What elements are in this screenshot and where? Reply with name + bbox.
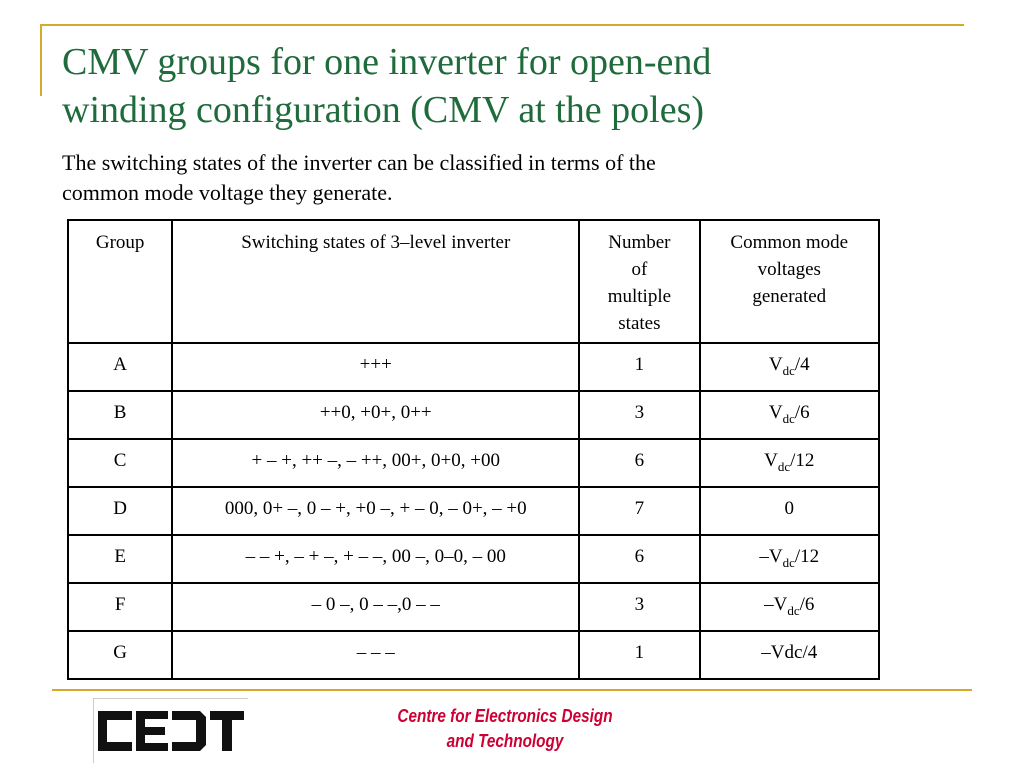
cell-states: – 0 –, 0 – –,0 – – — [172, 583, 579, 631]
slide-title — [62, 38, 982, 134]
cmv-main: –Vdc/4 — [761, 642, 818, 663]
cell-group: A — [68, 343, 172, 391]
cmv-main: V — [768, 402, 783, 423]
cell-states: – – +, – + –, + – –, 00 –, 0–0, – 00 — [172, 535, 579, 583]
cell-count: 3 — [579, 583, 699, 631]
intro-paragraph — [62, 148, 962, 208]
cell-group: C — [68, 439, 172, 487]
cell-cmv — [700, 535, 879, 583]
table-row — [68, 583, 879, 631]
cedt-logo-icon — [94, 699, 248, 763]
cell-count: 1 — [579, 631, 699, 679]
cell-group: B — [68, 391, 172, 439]
table-row — [68, 391, 879, 439]
table-row — [68, 487, 879, 535]
header-common-mode-voltage — [700, 220, 879, 343]
header-number-of-states — [579, 220, 699, 343]
table-row — [68, 535, 879, 583]
table-row — [68, 343, 879, 391]
cell-cmv — [700, 391, 879, 439]
title-line-2: winding configuration (CMV at the poles) — [62, 89, 705, 131]
header-cmv-line: generated — [752, 286, 827, 307]
table-header-row — [68, 220, 879, 343]
org-line-1: Centre for Electronics Design — [397, 706, 613, 726]
header-switching-states: Switching states of 3–level inverter — [172, 220, 579, 343]
header-group: Group — [68, 220, 172, 343]
cell-states: 000, 0+ –, 0 – +, +0 –, + – 0, – 0+, – +0 — [172, 487, 579, 535]
cmv-main: V — [768, 354, 783, 375]
table-row — [68, 439, 879, 487]
cmv-subscript: dc — [782, 362, 795, 378]
cmv-suffix: /6 — [794, 402, 810, 423]
cell-cmv — [700, 439, 879, 487]
cmv-subscript: dc — [782, 410, 795, 426]
cmv-main: –V — [759, 546, 783, 567]
cmv-main: 0 — [784, 498, 795, 519]
cell-cmv — [700, 583, 879, 631]
cmv-suffix: /12 — [790, 450, 815, 471]
cell-states: – – – — [172, 631, 579, 679]
cmv-subscript: dc — [787, 602, 800, 618]
intro-line-1: The switching states of the inverter can be classified in terms of the — [62, 150, 656, 175]
org-line-2: and Technology — [446, 731, 564, 751]
organization-name — [365, 704, 646, 754]
header-count-line: Number — [608, 232, 671, 253]
header-cmv-line: voltages — [757, 259, 821, 280]
cmv-suffix: /12 — [794, 546, 820, 567]
cell-group: F — [68, 583, 172, 631]
table-row — [68, 631, 879, 679]
cmv-groups-table — [67, 219, 880, 680]
bottom-accent-line — [52, 689, 972, 691]
cell-cmv — [700, 631, 879, 679]
cell-group: D — [68, 487, 172, 535]
cmv-subscript: dc — [777, 458, 791, 474]
cell-count: 7 — [579, 487, 699, 535]
cell-states: ++0, +0+, 0++ — [172, 391, 579, 439]
header-count-line: multiple — [607, 286, 672, 307]
cmv-main: V — [764, 450, 778, 471]
cmv-suffix: /4 — [794, 354, 810, 375]
cell-count: 6 — [579, 439, 699, 487]
cmv-main: –V — [764, 594, 788, 615]
cell-count: 3 — [579, 391, 699, 439]
cell-group: G — [68, 631, 172, 679]
cell-count: 6 — [579, 535, 699, 583]
cell-count: 1 — [579, 343, 699, 391]
cmv-subscript: dc — [782, 554, 795, 570]
header-cmv-line: Common mode — [730, 232, 849, 253]
left-accent-line — [40, 24, 42, 96]
top-accent-line — [40, 24, 964, 26]
cell-cmv — [700, 343, 879, 391]
cell-states: + – +, ++ –, – ++, 00+, 0+0, +00 — [172, 439, 579, 487]
title-line-1: CMV groups for one inverter for open-end — [62, 41, 712, 83]
cell-states: +++ — [172, 343, 579, 391]
cell-cmv — [700, 487, 879, 535]
cmv-suffix: /6 — [799, 594, 815, 615]
intro-line-2: common mode voltage they generate. — [62, 180, 393, 205]
cell-group: E — [68, 535, 172, 583]
cedt-logo — [93, 698, 248, 763]
header-count-line: of — [631, 259, 648, 280]
header-count-line: states — [618, 313, 661, 334]
